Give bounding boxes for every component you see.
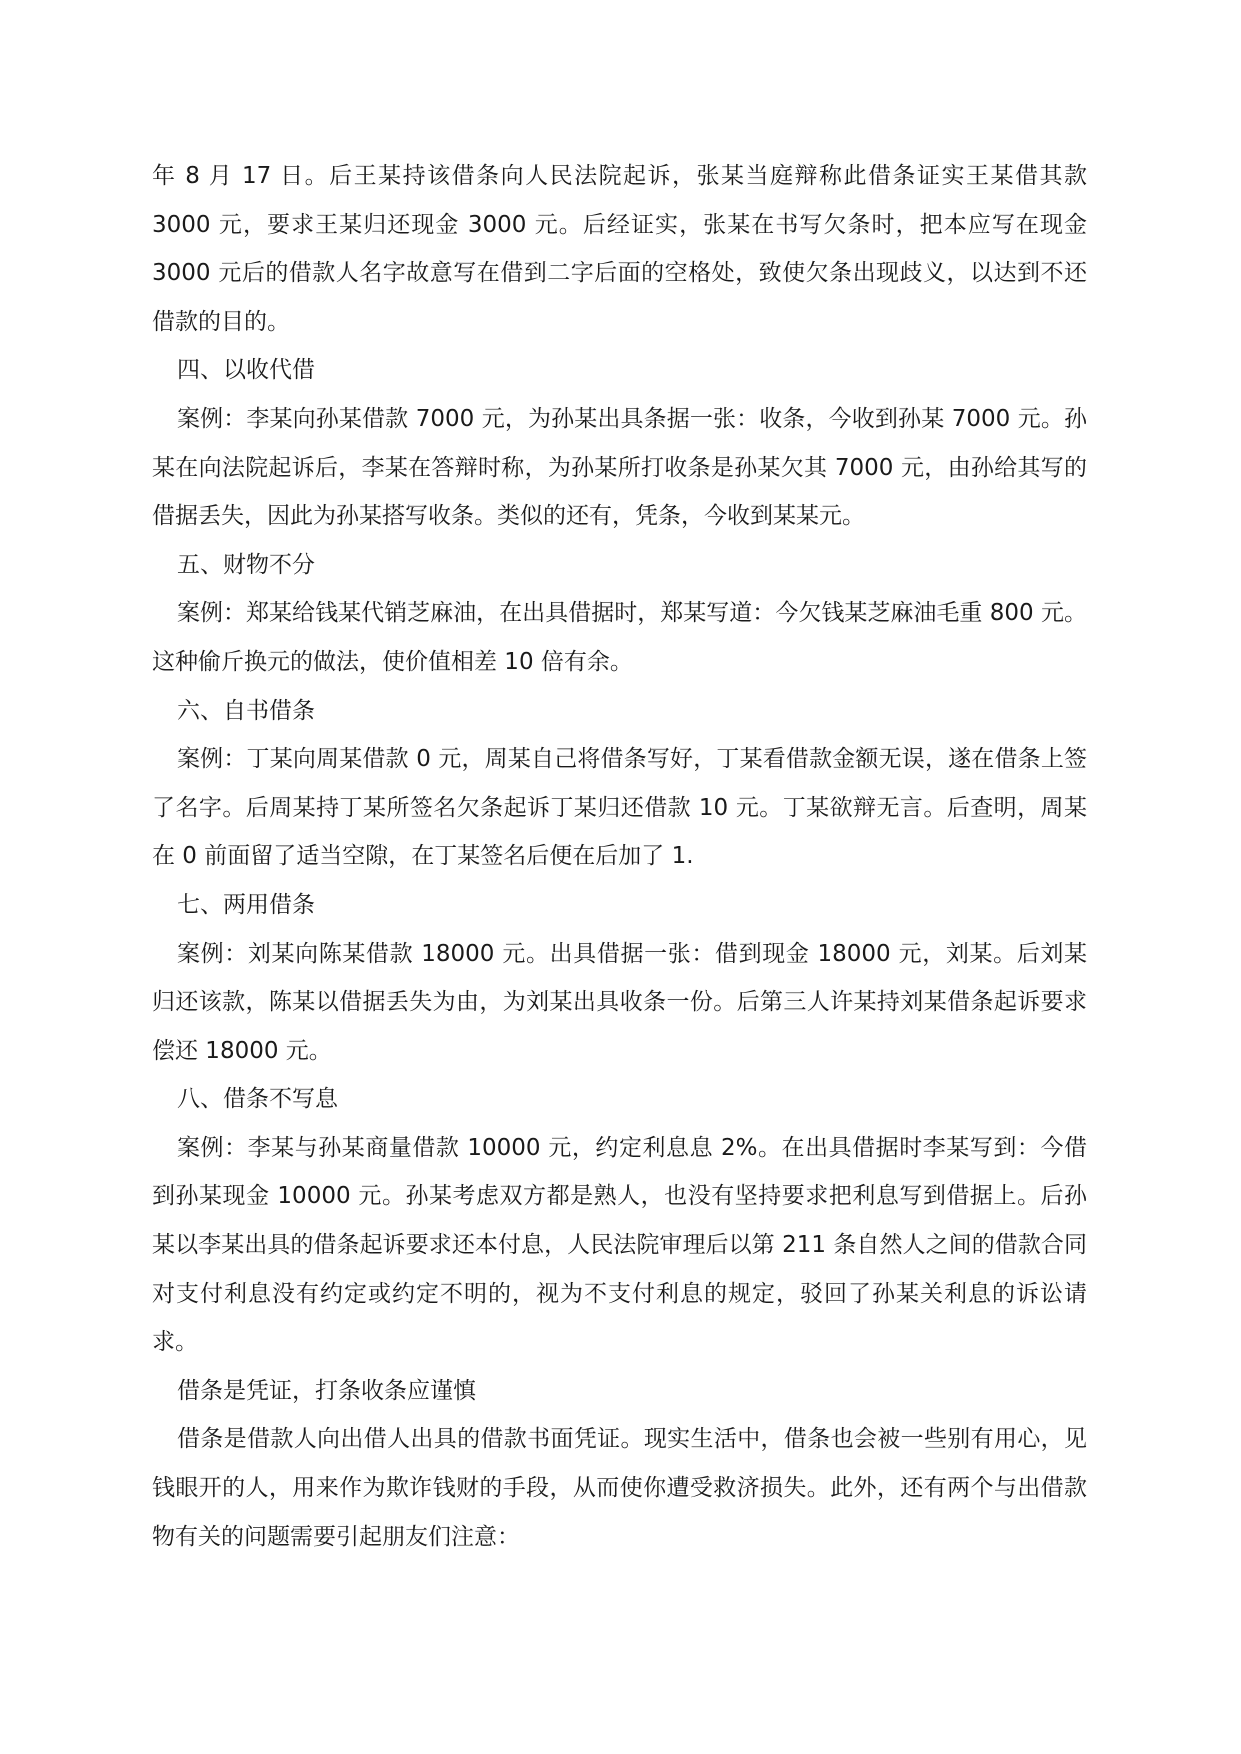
section-heading-5: 五、财物不分 [177, 551, 315, 578]
document-body [152, 152, 1087, 1561]
section-heading-advice: 借条是凭证，打条收条应谨慎 [177, 1377, 476, 1404]
section-heading-6: 六、自书借条 [177, 697, 315, 724]
case-paragraph-8: 案例：李某与孙某商量借款 10000 元，约定利息息 2%。在出具借据时李某写到：今借到孙某现金 10000 元。孙某考虑双方都是熟人，也没有坚持要求把利息写到借据上。后孙某以李某出具的借条起诉要求还本付息，人民法院审理后以第 211 条自然人之间的借款合同对支付利息没有约定或约定不明的，视为不支付利息的规定，驳回了孙某关利息的诉讼请求。 [152, 1134, 1087, 1356]
case-paragraph-4: 案例：李某向孙某借款 7000 元，为孙某出具条据一张：收条，今收到孙某 7000 元。孙某在向法院起诉后，李某在答辩时称，为孙某所打收条是孙某欠其 7000 元，由孙给其写的借据丢失，因此为孙某搭写收条。类似的还有，凭条，今收到某某元。 [152, 405, 1087, 530]
case-paragraph-5: 案例：郑某给钱某代销芝麻油，在出具借据时，郑某写道：今欠钱某芝麻油毛重 800 元。这种偷斤换元的做法，使价值相差 10 倍有余。 [152, 600, 1087, 675]
case-paragraph-6: 案例：丁某向周某借款 0 元，周某自己将借条写好，丁某看借款金额无误，遂在借条上签了名字。后周某持丁某所签名欠条起诉丁某归还借款 10 元。丁某欲辩无言。后查明，周某在 0 前面留了适当空隙，在丁某签名后便在后加了 1. [152, 746, 1087, 870]
section-heading-7: 七、两用借条 [177, 891, 315, 918]
section-heading-8: 八、借条不写息 [177, 1086, 338, 1113]
section-heading-4: 四、以收代借 [177, 357, 315, 384]
paragraph-continuation: 年 8 月 17 日。后王某持该借条向人民法院起诉，张某当庭辩称此借条证实王某借其款 3000 元，要求王某归还现金 3000 元。后经证实，张某在书写欠条时，把本应写在现金 3000 元后的借款人名字故意写在借到二字后面的空格处，致使欠条出现歧义，以达到不还借款的目的。 [152, 163, 1087, 335]
case-paragraph-7: 案例：刘某向陈某借款 18000 元。出具借据一张：借到现金 18000 元，刘某。后刘某归还该款，陈某以借据丢失为由，为刘某出具收条一份。后第三人许某持刘某借条起诉要求偿还 18000 元。 [152, 940, 1087, 1064]
advice-paragraph: 借条是借款人向出借人出具的借款书面凭证。现实生活中，借条也会被一些别有用心，见钱眼开的人，用来作为欺诈钱财的手段，从而使你遭受救济损失。此外，还有两个与出借款物有关的问题需要引起朋友们注意： [152, 1426, 1087, 1550]
